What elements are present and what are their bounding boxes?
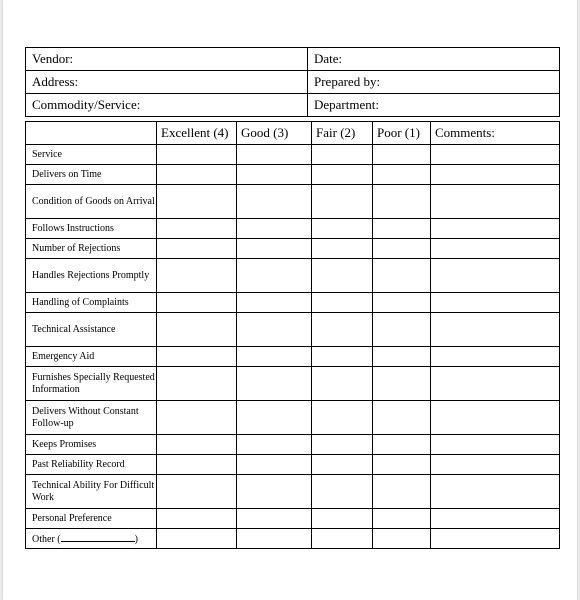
rating-cell-good[interactable]: [237, 185, 312, 219]
rating-cell-good[interactable]: [237, 401, 312, 435]
rating-cell-fair[interactable]: [312, 219, 373, 239]
comments-cell[interactable]: [431, 401, 560, 435]
rating-cell-excellent[interactable]: [157, 293, 237, 313]
rating-cell-poor[interactable]: [373, 367, 431, 401]
rating-cell-fair[interactable]: [312, 367, 373, 401]
comments-cell[interactable]: [431, 509, 560, 529]
rating-cell-poor[interactable]: [373, 219, 431, 239]
column-header-poor: Poor (1): [373, 122, 431, 145]
other-criterion-label: [26, 529, 157, 549]
other-prefix: Other (: [32, 533, 61, 545]
table-row: [26, 347, 560, 367]
rating-cell-fair[interactable]: [312, 455, 373, 475]
rating-cell-fair[interactable]: [312, 529, 373, 549]
rating-cell-good[interactable]: [237, 509, 312, 529]
column-header-comments: Comments:: [431, 122, 560, 145]
table-row: [26, 475, 560, 509]
rating-cell-poor[interactable]: [373, 185, 431, 219]
rating-cell-fair[interactable]: [312, 185, 373, 219]
rating-cell-excellent[interactable]: [157, 435, 237, 455]
column-header-excellent: Excellent (4): [157, 122, 237, 145]
column-header-row: [26, 122, 560, 145]
rating-cell-poor[interactable]: [373, 401, 431, 435]
criterion-label: Handling of Complaints: [26, 293, 157, 313]
criterion-label: Past Reliability Record: [26, 455, 157, 475]
rating-cell-good[interactable]: [237, 455, 312, 475]
table-row: [26, 219, 560, 239]
criterion-label: Follows Instructions: [26, 219, 157, 239]
rating-cell-excellent[interactable]: [157, 367, 237, 401]
rating-cell-excellent[interactable]: [157, 219, 237, 239]
header-row: [26, 94, 560, 117]
rating-cell-good[interactable]: [237, 529, 312, 549]
table-row: [26, 435, 560, 455]
criteria-column-header: [26, 122, 157, 145]
column-header-fair: Fair (2): [312, 122, 373, 145]
rating-cell-good[interactable]: [237, 219, 312, 239]
rating-cell-fair[interactable]: [312, 145, 373, 165]
header-row: [26, 48, 560, 71]
comments-cell[interactable]: [431, 219, 560, 239]
vendor-field[interactable]: Vendor:: [26, 48, 308, 71]
comments-cell[interactable]: [431, 145, 560, 165]
table-row: [26, 367, 560, 401]
comments-cell[interactable]: [431, 367, 560, 401]
rating-cell-poor[interactable]: [373, 259, 431, 293]
rating-cell-fair[interactable]: [312, 165, 373, 185]
criterion-label: Technical Assistance: [26, 313, 157, 347]
rating-cell-excellent[interactable]: [157, 401, 237, 435]
rating-cell-good[interactable]: [237, 313, 312, 347]
criterion-label: Delivers on Time: [26, 165, 157, 185]
rating-cell-poor[interactable]: [373, 455, 431, 475]
criterion-label: Number of Rejections: [26, 239, 157, 259]
table-row: [26, 165, 560, 185]
prepared-by-field[interactable]: Prepared by:: [308, 71, 560, 94]
criterion-label: Furnishes Specially Requested Information: [26, 367, 157, 401]
rating-cell-excellent[interactable]: [157, 239, 237, 259]
rating-cell-poor[interactable]: [373, 509, 431, 529]
comments-cell[interactable]: [431, 313, 560, 347]
table-row: [26, 239, 560, 259]
rating-cell-poor[interactable]: [373, 293, 431, 313]
comments-cell[interactable]: [431, 475, 560, 509]
vendor-info-table: [25, 47, 560, 117]
criterion-label: Personal Preference: [26, 509, 157, 529]
date-field[interactable]: Date:: [308, 48, 560, 71]
rating-cell-poor[interactable]: [373, 435, 431, 455]
comments-cell[interactable]: [431, 293, 560, 313]
rating-cell-good[interactable]: [237, 293, 312, 313]
comments-cell[interactable]: [431, 435, 560, 455]
address-field[interactable]: Address:: [26, 71, 308, 94]
rating-cell-poor[interactable]: [373, 529, 431, 549]
rating-cell-poor[interactable]: [373, 313, 431, 347]
department-field[interactable]: Department:: [308, 94, 560, 117]
criterion-label: Handles Rejections Promptly: [26, 259, 157, 293]
rating-cell-good[interactable]: [237, 347, 312, 367]
rating-cell-poor[interactable]: [373, 475, 431, 509]
rating-cell-good[interactable]: [237, 259, 312, 293]
criterion-label: Delivers Without Constant Follow-up: [26, 401, 157, 435]
rating-cell-fair[interactable]: [312, 313, 373, 347]
rating-cell-excellent[interactable]: [157, 455, 237, 475]
form-page: [3, 0, 577, 600]
rating-cell-poor[interactable]: [373, 239, 431, 259]
rating-cell-fair[interactable]: [312, 401, 373, 435]
rating-cell-good[interactable]: [237, 475, 312, 509]
other-blank-line[interactable]: [61, 532, 135, 542]
rating-cell-poor[interactable]: [373, 165, 431, 185]
table-row: [26, 145, 560, 165]
rating-cell-fair[interactable]: [312, 239, 373, 259]
rating-cell-excellent[interactable]: [157, 259, 237, 293]
rating-cell-fair[interactable]: [312, 259, 373, 293]
table-row: [26, 313, 560, 347]
rating-cell-excellent[interactable]: [157, 313, 237, 347]
rating-cell-fair[interactable]: [312, 475, 373, 509]
comments-cell[interactable]: [431, 185, 560, 219]
table-row: [26, 293, 560, 313]
evaluation-table-body: [26, 122, 560, 549]
table-row: [26, 455, 560, 475]
evaluation-table: [25, 121, 560, 549]
rating-cell-fair[interactable]: [312, 509, 373, 529]
rating-cell-excellent[interactable]: [157, 347, 237, 367]
column-header-good: Good (3): [237, 122, 312, 145]
comments-cell[interactable]: [431, 165, 560, 185]
comments-cell[interactable]: [431, 455, 560, 475]
rating-cell-fair[interactable]: [312, 347, 373, 367]
rating-cell-good[interactable]: [237, 435, 312, 455]
comments-cell[interactable]: [431, 239, 560, 259]
criterion-label: Service: [26, 145, 157, 165]
rating-cell-poor[interactable]: [373, 347, 431, 367]
table-row: [26, 509, 560, 529]
rating-cell-excellent[interactable]: [157, 509, 237, 529]
table-row-other: [26, 529, 560, 549]
rating-cell-excellent[interactable]: [157, 185, 237, 219]
commodity-field[interactable]: Commodity/Service:: [26, 94, 308, 117]
rating-cell-good[interactable]: [237, 165, 312, 185]
table-row: [26, 401, 560, 435]
rating-cell-excellent[interactable]: [157, 145, 237, 165]
rating-cell-excellent[interactable]: [157, 529, 237, 549]
rating-cell-good[interactable]: [237, 239, 312, 259]
criterion-label: Emergency Aid: [26, 347, 157, 367]
comments-cell[interactable]: [431, 347, 560, 367]
rating-cell-good[interactable]: [237, 367, 312, 401]
rating-cell-excellent[interactable]: [157, 475, 237, 509]
rating-cell-excellent[interactable]: [157, 165, 237, 185]
table-row: [26, 259, 560, 293]
rating-cell-fair[interactable]: [312, 435, 373, 455]
other-suffix: ): [134, 533, 138, 545]
criterion-label: Technical Ability For Difficult Work: [26, 475, 157, 509]
rating-cell-fair[interactable]: [312, 293, 373, 313]
header-row: [26, 71, 560, 94]
rating-cell-poor[interactable]: [373, 145, 431, 165]
rating-cell-good[interactable]: [237, 145, 312, 165]
criterion-label: Condition of Goods on Arrival: [26, 185, 157, 219]
criterion-label: Keeps Promises: [26, 435, 157, 455]
comments-cell[interactable]: [431, 259, 560, 293]
table-row: [26, 185, 560, 219]
comments-cell[interactable]: [431, 529, 560, 549]
